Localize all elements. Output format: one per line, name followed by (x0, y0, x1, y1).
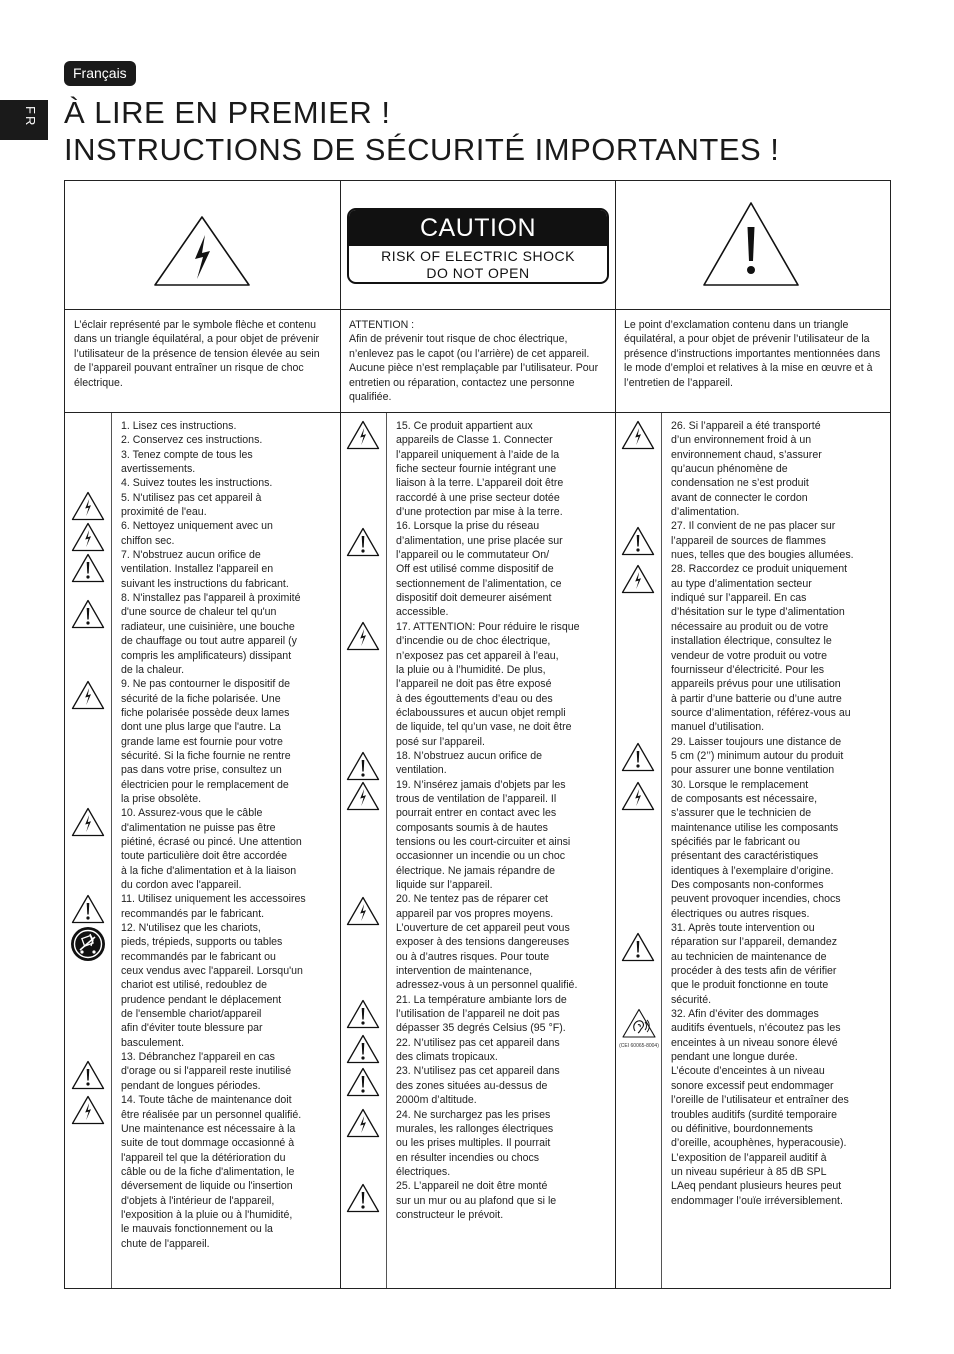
caution-subtitle (349, 246, 607, 282)
lightning-triangle-icon (621, 564, 655, 594)
exclamation-triangle-icon (346, 527, 380, 557)
caution-label (347, 208, 609, 284)
hearing-icon-caption: (CEI 60065-8004) (619, 1043, 659, 1049)
lightning-warning-icon (153, 215, 251, 287)
lightning-triangle-icon (346, 621, 380, 651)
exclamation-triangle-icon (346, 1067, 380, 1097)
exclamation-triangle-icon (346, 1183, 380, 1213)
lightning-triangle-icon (71, 522, 105, 552)
lightning-triangle-icon (346, 781, 380, 811)
instructions-column-3: 26. Si l’appareil a été transporté d’un environnement froid à un environnement chaud, s’assurer qu’aucun phénomène de condensation ne s’est produit avant de connecter le cordon d’alimentation. 27. Il convient de ne pas placer sur l’appareil de sources de flammes nues, telles que des bougies allumées. 28. Raccordez ce produit uniquement au type d’alimentation secteur indiqué sur l’appareil. En cas d’hésitation sur le type d’alimentation nécessaire au produit ou de votre installation électrique, consultez le vendeur de votre produit ou votre fournisseur d’électricité. Pour les appareils prévus pour une utilisation à partir d’une batterie ou d’une autre source d’alimentation, référez-vous au manuel d’utilisation. 29. Laisser toujours une distance de 5 cm (2’’) minimum autour du produit pour assurer une bonne ventilation 30. Lorsque le remplacement de composants est nécessaire, s’assurer que le technicien de maintenance utilise les composants spécifiés par le fabricant ou présentant des caractéristiques identiques à l’exemplaire d’origine. Des composants non-conformes peuvent provoquer incendies, chocs électriques ou autres risques. 31. Après toute intervention ou réparation sur l’appareil, demandez au technicien de maintenance de procéder à des tests afin de vérifier que le produit fonctionne en toute sécurité. 32. Afin d’éviter des dommages auditifs éventuels, n’écoutez pas les enceintes à un niveau sonore élevé pendant une longue durée. L’écoute d’enceintes à un niveau sonore excessif peut endommager l’oreille de l’utilisateur et entraîner des troubles auditifs (surdité temporaire ou définitive, bourdonnements d’oreille, acouphènes, hyperacousie). L’exposition de l’appareil auditif à un niveau supérieur à 85 dB SPL LAeq pendant plusieurs heures peut endommager l’ouïe irréversiblement. (671, 420, 854, 1207)
lightning-triangle-icon (621, 781, 655, 811)
exclamation-triangle-icon (621, 932, 655, 962)
safety-table (64, 180, 891, 1289)
row-divider (65, 309, 890, 310)
lightning-triangle-icon (346, 420, 380, 450)
icon-column-divider (111, 413, 112, 1288)
caution-line-1: RISK OF ELECTRIC SHOCK (381, 248, 575, 264)
attention-description: ATTENTION : Afin de prévenir tout risque de choc électrique, n’enlevez pas le capot (ou l’arrière) de cet appareil. Aucune pièce n’est remplaçable par l’utilisateur. Pour entretien ou réparation, contactez une personne qualifiée. (349, 319, 599, 404)
column-divider (340, 181, 341, 1288)
hearing-damage-icon (621, 1008, 657, 1040)
title-line-1: À LIRE EN PREMIER ! (64, 95, 391, 130)
lightning-triangle-icon (346, 896, 380, 926)
exclamation-triangle-icon (621, 742, 655, 772)
column-divider (615, 181, 616, 1288)
exclamation-triangle-icon (621, 526, 655, 556)
title-line-2: INSTRUCTIONS DE SÉCURITÉ IMPORTANTES ! (64, 132, 780, 167)
exclamation-triangle-icon (346, 999, 380, 1029)
lightning-triangle-icon (621, 420, 655, 450)
exclamation-triangle-icon (346, 751, 380, 781)
caution-title: CAUTION (349, 210, 607, 246)
side-tab-label: FR (23, 106, 38, 128)
page-title (64, 94, 779, 168)
row-divider (65, 412, 890, 413)
exclamation-triangle-icon (346, 1034, 380, 1064)
language-badge: Français (64, 61, 136, 86)
side-language-tab (0, 100, 48, 140)
exclamation-triangle-icon (71, 553, 105, 583)
lightning-triangle-icon (346, 1108, 380, 1138)
lightning-triangle-icon (71, 807, 105, 837)
icon-column-divider (386, 413, 387, 1288)
exclamation-warning-icon (702, 201, 800, 287)
caution-line-2: DO NOT OPEN (426, 265, 530, 281)
instructions-column-1: 1. Lisez ces instructions. 2. Conservez ces instructions. 3. Tenez compte de tous les avertissements. 4. Suivez toutes les instructions. 5. N'utilisez pas cet appareil à proximité de l'eau. 6. Nettoyez uniquement avec un chiffon sec. 7. N'obstruez aucun orifice de ventilation. Installez l'appareil en suivant les instructions du fabricant. 8. N'installez pas l'appareil à proximité d'une source de chaleur tel qu'un radiateur, une cuisinière, une bouche de chauffage ou tout autre appareil (y compris les amplificateurs) dissipant de la chaleur. 9. Ne pas contourner le dispositif de sécurité de la fiche polarisée. Une fiche polarisée possède deux lames dont une plus large que l'autre. La grande lame est fournie pour votre sécurité. Si la fiche fournie ne rentre pas dans votre prise, consultez un électricien pour le remplacement de la prise obsolète. 10. Assurez-vous que le câble d'alimentation ne puisse pas être piétiné, écrasé ou pincé. Une attention toute particulière doit être accordée à la fiche d'alimentation et à la liaison du cordon avec l'appareil. 11. Utilisez uniquement les accessoires recommandés par le fabricant. 12. N'utilisez que les chariots, pieds, trépieds, supports ou tables recommandés par le fabricant ou ceux vendus avec l'appareil. Lorsqu'un chariot est utilisé, redoublez de prudence pendant le déplacement de l'ensemble chariot/appareil afin d'éviter toute blessure par basculement. 13. Débranchez l'appareil en cas d'orage ou si l'appareil reste inutilisé pendant de longues périodes. 14. Toute tâche de maintenance doit être réalisée par un personnel qualifié. Une maintenance est nécessaire à la suite de tout dommage occasionné à l'appareil tel que la détérioration du câble ou de la fiche d'alimentation, le déversement de liquide ou l'insertion d'objets à l'intérieur de l'appareil, l'exposition à la pluie ou à l'humidité, le mauvais fonctionnement ou la chute de l'appareil. (121, 420, 306, 1250)
icon-column-divider (661, 413, 662, 1288)
cart-tip-over-icon (70, 926, 106, 962)
lightning-triangle-icon (71, 680, 105, 710)
exclamation-triangle-icon (71, 1060, 105, 1090)
exclamation-triangle-icon (71, 894, 105, 924)
lightning-triangle-icon (71, 491, 105, 521)
lightning-triangle-icon (71, 1095, 105, 1125)
exclamation-triangle-icon (71, 599, 105, 629)
lightning-description: L’éclair représenté par le symbole flèche et contenu dans un triangle équilatéral, a pour objet de prévenir l’utilisateur de la présence de tension élevée au sein de l’appareil pouvant entraîner un risque de choc électrique. (74, 319, 320, 389)
exclamation-description: Le point d’exclamation contenu dans un triangle équilatéral, a pour objet de prévenir l’utilisateur de la présence d’instructions importantes mentionnées dans le mode d’emploi et relatives à la mise en œuvre et à l’entretien de l’appareil. (624, 319, 881, 389)
instructions-column-2: 15. Ce produit appartient aux appareils de Classe 1. Connecter l’appareil uniquement à l’aide de la fiche secteur fournie intégrant une liaison à la terre. L’appareil doit être raccordé à une prise secteur dotée d’une protection par mise à la terre. 16. Lorsque la prise du réseau d’alimentation, une prise placée sur l’appareil ou le commutateur On/ Off est utilisé comme dispositif de sectionnement de l’alimentation, ce dispositif doit demeurer aisément accessible. 17. ATTENTION: Pour réduire le risque d’incendie ou de choc électrique, n’exposez pas cet appareil à l’eau, la pluie ou à l’humidité. De plus, l’appareil ne doit pas être exposé à des égouttements d’eau ou des éclaboussures et aucun objet rempli de liquide, tel qu’un vase, ne doit être posé sur l’appareil. 18. N’obstruez aucun orifice de ventilation. 19. N’insérez jamais d’objets par les trous de ventilation de l’appareil. Il pourrait entrer en contact avec les composants soumis à de hautes tensions ou les court-circuiter et ainsi occasionner un incendie ou un choc électrique. Ne jamais répandre de liquide sur l’appareil. 20. Ne tentez pas de réparer cet appareil par vos propres moyens. L’ouverture de cet appareil peut vous exposer à des tensions dangereuses ou à d’autres risques. Pour toute intervention de maintenance, adressez-vous à un personnel qualifié. 21. La température ambiante lors de l’utilisation de l’appareil ne doit pas dépasser 35 degrés Celsius (95 °F). 22. N’utilisez pas cet appareil dans des climats tropicaux. 23. N’utilisez pas cet appareil dans des zones situées au-dessus de 2000m d’altitude. 24. Ne surchargez pas les prises murales, les rallonges électriques ou les prises multiples. Il pourrait en résulter incendies ou chocs électriques. 25. L’appareil ne doit être monté sur un mur ou au plafond que si le constructeur le prévoit. (396, 420, 580, 1221)
